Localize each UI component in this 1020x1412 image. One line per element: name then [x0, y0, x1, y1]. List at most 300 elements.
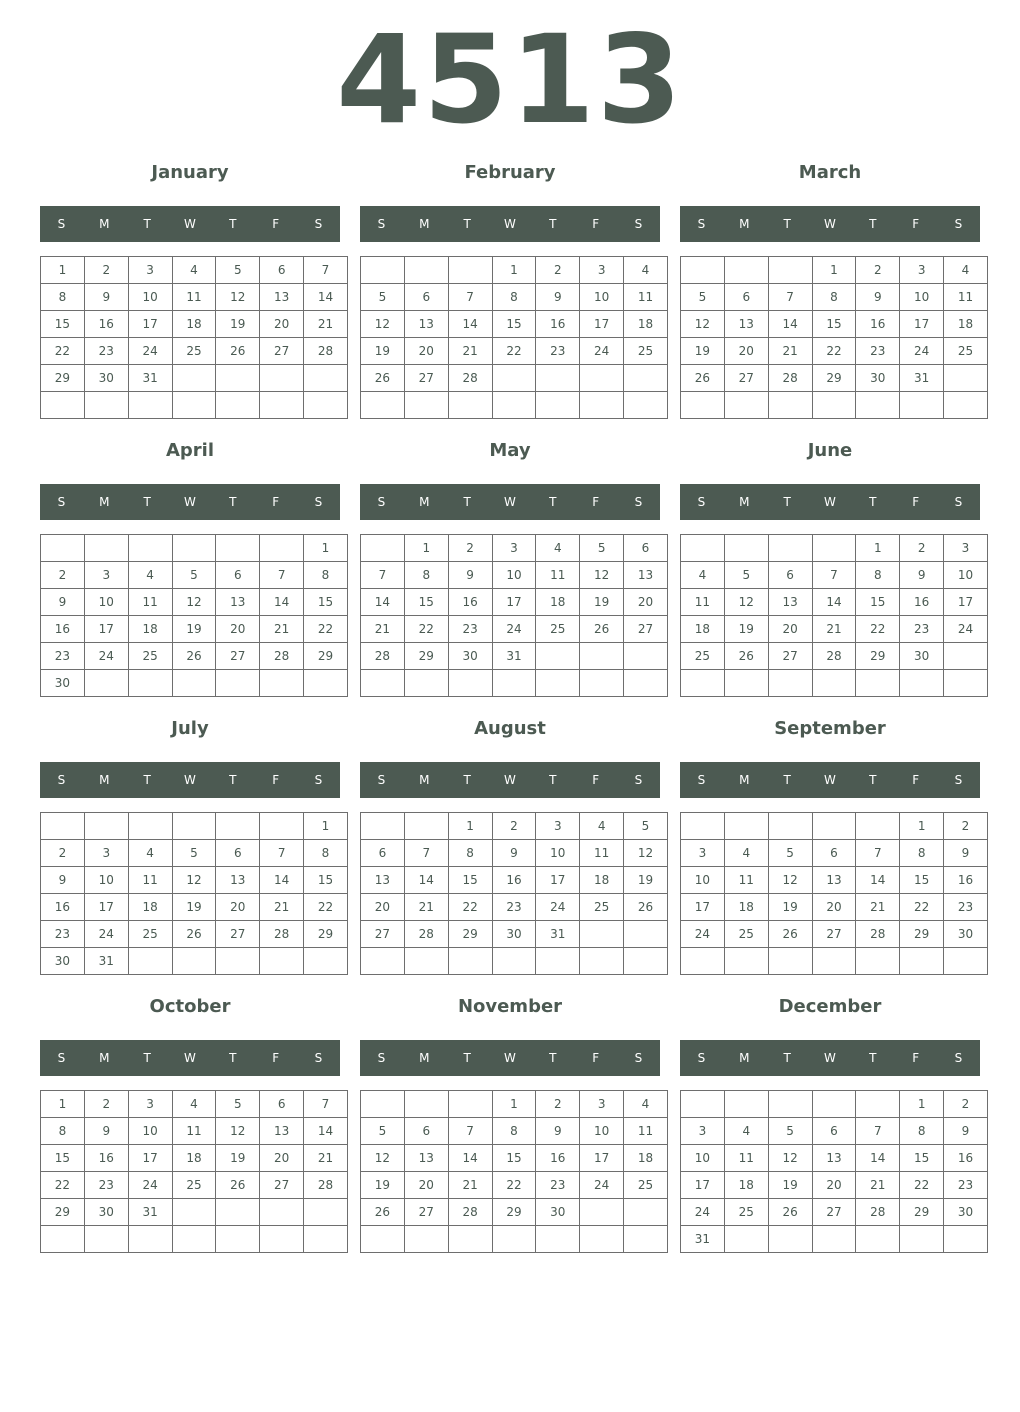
day-cell: 14 [304, 1118, 348, 1145]
day-cell [216, 813, 260, 840]
day-cell: 16 [944, 1145, 988, 1172]
day-cell: 3 [900, 257, 944, 284]
day-cell: 18 [624, 311, 668, 338]
day-cell: 12 [768, 1145, 812, 1172]
weekday-label: T [463, 217, 471, 231]
day-cell [536, 392, 580, 419]
day-cell [128, 813, 172, 840]
day-cell: 17 [84, 616, 128, 643]
weekday-label: T [869, 495, 877, 509]
week-row [681, 670, 988, 697]
day-cell: 3 [84, 562, 128, 589]
day-cell [856, 948, 900, 975]
weekday-label: T [869, 773, 877, 787]
day-cell [900, 392, 944, 419]
week-row [41, 257, 348, 284]
day-cell: 16 [84, 1145, 128, 1172]
day-cell: 29 [448, 921, 492, 948]
day-cell: 7 [260, 562, 304, 589]
day-grid [680, 812, 988, 975]
day-cell: 2 [492, 813, 536, 840]
day-cell: 5 [580, 535, 624, 562]
day-cell [536, 1226, 580, 1253]
weekday-label: M [739, 495, 750, 509]
day-cell: 6 [724, 284, 768, 311]
day-cell [624, 670, 668, 697]
day-cell: 6 [812, 1118, 856, 1145]
day-cell [768, 392, 812, 419]
weekday-label: S [634, 217, 643, 231]
weekday-label: F [592, 773, 600, 787]
day-cell: 14 [404, 867, 448, 894]
day-cell: 22 [900, 1172, 944, 1199]
day-cell [216, 392, 260, 419]
day-cell: 28 [304, 338, 348, 365]
weekday-header [680, 484, 980, 520]
day-cell: 28 [448, 365, 492, 392]
day-cell: 3 [944, 535, 988, 562]
day-cell: 11 [724, 1145, 768, 1172]
day-cell: 6 [404, 284, 448, 311]
day-cell [624, 365, 668, 392]
weekday-label: M [419, 773, 430, 787]
day-cell: 8 [304, 840, 348, 867]
day-cell: 15 [856, 589, 900, 616]
week-row [361, 643, 668, 670]
week-row [41, 894, 348, 921]
weekday-label: S [697, 217, 706, 231]
week-row [41, 670, 348, 697]
day-cell: 30 [448, 643, 492, 670]
day-cell: 4 [624, 1091, 668, 1118]
day-cell [448, 257, 492, 284]
day-cell: 14 [812, 589, 856, 616]
day-cell: 31 [84, 948, 128, 975]
day-cell [812, 1091, 856, 1118]
day-cell [172, 948, 216, 975]
weekday-label: S [634, 495, 643, 509]
day-grid [360, 1090, 668, 1253]
day-cell: 23 [536, 1172, 580, 1199]
day-cell [41, 392, 85, 419]
weekday-label: T [143, 1051, 151, 1065]
day-cell [944, 948, 988, 975]
week-row [361, 616, 668, 643]
day-cell: 9 [41, 867, 85, 894]
day-cell: 24 [900, 338, 944, 365]
weekday-label: W [504, 217, 516, 231]
day-cell: 5 [216, 1091, 260, 1118]
weekday-label: T [229, 1051, 237, 1065]
day-cell: 20 [812, 894, 856, 921]
day-cell: 30 [84, 365, 128, 392]
day-cell: 16 [536, 1145, 580, 1172]
weekday-label: S [57, 773, 66, 787]
week-row [361, 948, 668, 975]
day-cell: 22 [41, 1172, 85, 1199]
day-cell: 19 [172, 616, 216, 643]
weekday-label: T [143, 773, 151, 787]
day-cell: 9 [448, 562, 492, 589]
weekday-label: M [99, 495, 110, 509]
day-cell [361, 257, 405, 284]
day-cell: 12 [768, 867, 812, 894]
day-cell: 8 [404, 562, 448, 589]
month-name: June [807, 440, 853, 461]
day-cell: 31 [681, 1226, 725, 1253]
day-cell: 24 [128, 1172, 172, 1199]
day-cell: 2 [856, 257, 900, 284]
day-cell: 4 [172, 1091, 216, 1118]
month-name: October [149, 996, 231, 1017]
day-cell [768, 1091, 812, 1118]
day-cell: 14 [448, 311, 492, 338]
day-cell: 8 [812, 284, 856, 311]
day-cell: 30 [41, 948, 85, 975]
day-cell [304, 670, 348, 697]
day-cell: 27 [260, 338, 304, 365]
day-cell: 7 [361, 562, 405, 589]
day-cell: 4 [172, 257, 216, 284]
week-row [681, 616, 988, 643]
day-cell [172, 365, 216, 392]
day-cell: 18 [128, 894, 172, 921]
day-cell [681, 1091, 725, 1118]
day-grid [680, 256, 988, 419]
day-cell: 23 [41, 921, 85, 948]
week-row [681, 535, 988, 562]
day-cell: 19 [624, 867, 668, 894]
day-cell [812, 392, 856, 419]
day-cell [900, 1226, 944, 1253]
weekday-header [360, 1040, 660, 1076]
day-cell: 25 [681, 643, 725, 670]
day-cell [536, 670, 580, 697]
week-row [361, 1118, 668, 1145]
day-cell [492, 670, 536, 697]
day-cell: 1 [404, 535, 448, 562]
day-cell [260, 1226, 304, 1253]
day-cell: 22 [41, 338, 85, 365]
weekday-label: T [229, 217, 237, 231]
day-cell: 19 [216, 311, 260, 338]
day-cell: 17 [536, 867, 580, 894]
day-cell: 26 [216, 1172, 260, 1199]
day-grid [40, 1090, 348, 1253]
day-cell [361, 948, 405, 975]
day-cell: 10 [580, 284, 624, 311]
day-grid [40, 812, 348, 975]
weekday-header [360, 762, 660, 798]
day-cell: 27 [260, 1172, 304, 1199]
day-cell: 20 [216, 894, 260, 921]
day-cell: 20 [404, 1172, 448, 1199]
week-row [361, 338, 668, 365]
day-cell: 28 [260, 643, 304, 670]
day-cell [216, 948, 260, 975]
weekday-label: F [912, 217, 920, 231]
day-cell: 23 [41, 643, 85, 670]
day-cell: 18 [724, 894, 768, 921]
day-cell: 24 [128, 338, 172, 365]
day-cell: 24 [84, 921, 128, 948]
day-cell: 7 [856, 840, 900, 867]
day-cell: 11 [536, 562, 580, 589]
day-cell: 10 [492, 562, 536, 589]
day-cell: 19 [768, 894, 812, 921]
weekday-label: M [419, 1051, 430, 1065]
week-row [681, 921, 988, 948]
day-cell: 13 [812, 1145, 856, 1172]
day-cell: 27 [361, 921, 405, 948]
day-cell: 6 [216, 840, 260, 867]
day-cell [404, 392, 448, 419]
day-cell: 18 [681, 616, 725, 643]
day-cell: 23 [856, 338, 900, 365]
day-cell: 13 [260, 284, 304, 311]
day-cell: 14 [361, 589, 405, 616]
week-row [361, 867, 668, 894]
day-cell [812, 813, 856, 840]
week-row [681, 1091, 988, 1118]
day-cell: 19 [361, 338, 405, 365]
weekday-label: F [592, 1051, 600, 1065]
day-cell: 22 [304, 616, 348, 643]
day-cell [128, 948, 172, 975]
day-cell [172, 1199, 216, 1226]
weekday-label: S [377, 1051, 386, 1065]
day-cell: 28 [404, 921, 448, 948]
day-cell [304, 392, 348, 419]
weekday-label: T [549, 1051, 557, 1065]
day-cell: 12 [216, 284, 260, 311]
day-cell [900, 670, 944, 697]
day-cell [448, 670, 492, 697]
weekday-label: T [783, 1051, 791, 1065]
day-cell: 21 [812, 616, 856, 643]
day-cell: 7 [812, 562, 856, 589]
day-cell: 16 [84, 311, 128, 338]
day-cell [172, 670, 216, 697]
day-cell: 4 [580, 813, 624, 840]
weekday-label: S [57, 217, 66, 231]
day-cell: 14 [448, 1145, 492, 1172]
weekday-label: F [272, 1051, 280, 1065]
day-cell [492, 365, 536, 392]
day-cell [84, 670, 128, 697]
weekday-label: W [504, 495, 516, 509]
day-cell: 21 [260, 894, 304, 921]
day-cell: 30 [492, 921, 536, 948]
day-cell: 2 [944, 813, 988, 840]
weekday-label: S [57, 495, 66, 509]
day-cell [580, 670, 624, 697]
weekday-label: T [869, 1051, 877, 1065]
day-cell: 16 [900, 589, 944, 616]
day-cell: 11 [944, 284, 988, 311]
weekday-header [40, 762, 340, 798]
day-cell [580, 1199, 624, 1226]
day-cell: 23 [492, 894, 536, 921]
day-cell: 2 [536, 257, 580, 284]
day-cell: 26 [172, 921, 216, 948]
week-row [361, 670, 668, 697]
day-cell [768, 1226, 812, 1253]
day-cell: 16 [492, 867, 536, 894]
day-cell: 3 [580, 257, 624, 284]
weekday-label: T [229, 495, 237, 509]
day-cell: 3 [128, 257, 172, 284]
weekday-label: F [272, 773, 280, 787]
day-cell: 5 [768, 1118, 812, 1145]
day-cell: 19 [216, 1145, 260, 1172]
day-cell [944, 670, 988, 697]
weekday-label: T [143, 217, 151, 231]
day-cell: 25 [724, 921, 768, 948]
day-cell [304, 1226, 348, 1253]
day-cell: 3 [536, 813, 580, 840]
day-cell: 20 [812, 1172, 856, 1199]
day-cell [304, 365, 348, 392]
weekday-label: S [697, 495, 706, 509]
day-cell: 25 [536, 616, 580, 643]
day-cell: 22 [448, 894, 492, 921]
day-cell [404, 813, 448, 840]
day-cell [768, 813, 812, 840]
day-cell [856, 1226, 900, 1253]
day-cell: 25 [128, 921, 172, 948]
month-name: November [457, 996, 563, 1017]
day-cell: 25 [624, 1172, 668, 1199]
day-cell [448, 1091, 492, 1118]
day-cell: 11 [724, 867, 768, 894]
day-cell: 28 [448, 1199, 492, 1226]
day-cell [361, 392, 405, 419]
weekday-label: T [869, 217, 877, 231]
day-cell [84, 392, 128, 419]
week-row [41, 1145, 348, 1172]
month-name: September [774, 718, 886, 739]
day-cell: 14 [856, 867, 900, 894]
day-cell [724, 257, 768, 284]
week-row [41, 616, 348, 643]
day-cell: 21 [260, 616, 304, 643]
day-cell: 1 [856, 535, 900, 562]
day-cell: 17 [681, 894, 725, 921]
day-cell: 27 [812, 1199, 856, 1226]
day-cell: 8 [492, 1118, 536, 1145]
week-row [41, 1199, 348, 1226]
weekday-label: F [912, 773, 920, 787]
weekday-label: T [783, 495, 791, 509]
day-cell: 16 [41, 894, 85, 921]
weekday-header [680, 206, 980, 242]
day-cell: 4 [128, 840, 172, 867]
day-cell: 21 [304, 1145, 348, 1172]
week-row [681, 840, 988, 867]
day-cell: 12 [172, 867, 216, 894]
day-cell: 15 [404, 589, 448, 616]
day-cell: 18 [580, 867, 624, 894]
day-cell: 26 [361, 365, 405, 392]
weekday-label: M [99, 1051, 110, 1065]
day-cell [724, 1091, 768, 1118]
day-cell: 11 [128, 589, 172, 616]
day-cell: 12 [580, 562, 624, 589]
day-cell: 2 [944, 1091, 988, 1118]
week-row [681, 643, 988, 670]
day-cell [128, 670, 172, 697]
day-cell: 16 [856, 311, 900, 338]
day-cell: 22 [856, 616, 900, 643]
week-row [41, 867, 348, 894]
day-cell: 2 [41, 562, 85, 589]
day-cell: 13 [404, 311, 448, 338]
day-cell [304, 1199, 348, 1226]
day-cell: 10 [681, 867, 725, 894]
day-cell [404, 1226, 448, 1253]
day-cell: 26 [768, 921, 812, 948]
day-cell [812, 948, 856, 975]
week-row [681, 1172, 988, 1199]
day-cell: 9 [84, 1118, 128, 1145]
day-cell: 9 [944, 840, 988, 867]
day-cell: 26 [624, 894, 668, 921]
day-cell: 22 [492, 1172, 536, 1199]
day-cell: 21 [448, 338, 492, 365]
day-cell: 5 [768, 840, 812, 867]
day-cell: 17 [580, 311, 624, 338]
day-cell: 19 [580, 589, 624, 616]
week-row [361, 562, 668, 589]
day-cell [536, 948, 580, 975]
day-cell: 5 [624, 813, 668, 840]
day-cell [404, 670, 448, 697]
day-cell: 29 [304, 921, 348, 948]
day-cell: 11 [172, 284, 216, 311]
weekday-label: S [634, 1051, 643, 1065]
day-cell: 9 [84, 284, 128, 311]
day-cell: 5 [681, 284, 725, 311]
weekday-label: W [504, 1051, 516, 1065]
day-cell [624, 921, 668, 948]
day-cell: 1 [492, 1091, 536, 1118]
day-cell: 29 [492, 1199, 536, 1226]
weekday-label: S [634, 773, 643, 787]
day-cell [624, 948, 668, 975]
day-cell: 24 [580, 338, 624, 365]
day-cell [580, 1226, 624, 1253]
day-cell: 21 [404, 894, 448, 921]
weekday-label: T [143, 495, 151, 509]
day-cell: 12 [216, 1118, 260, 1145]
day-cell: 2 [900, 535, 944, 562]
day-cell: 10 [128, 1118, 172, 1145]
week-row [361, 589, 668, 616]
week-row [361, 840, 668, 867]
day-cell: 4 [128, 562, 172, 589]
day-cell [580, 921, 624, 948]
day-cell: 21 [304, 311, 348, 338]
day-cell: 7 [404, 840, 448, 867]
day-cell: 27 [724, 365, 768, 392]
day-cell: 8 [41, 284, 85, 311]
week-row [41, 338, 348, 365]
day-cell: 31 [536, 921, 580, 948]
weekday-label: M [99, 217, 110, 231]
day-cell: 7 [448, 1118, 492, 1145]
day-cell: 12 [361, 1145, 405, 1172]
